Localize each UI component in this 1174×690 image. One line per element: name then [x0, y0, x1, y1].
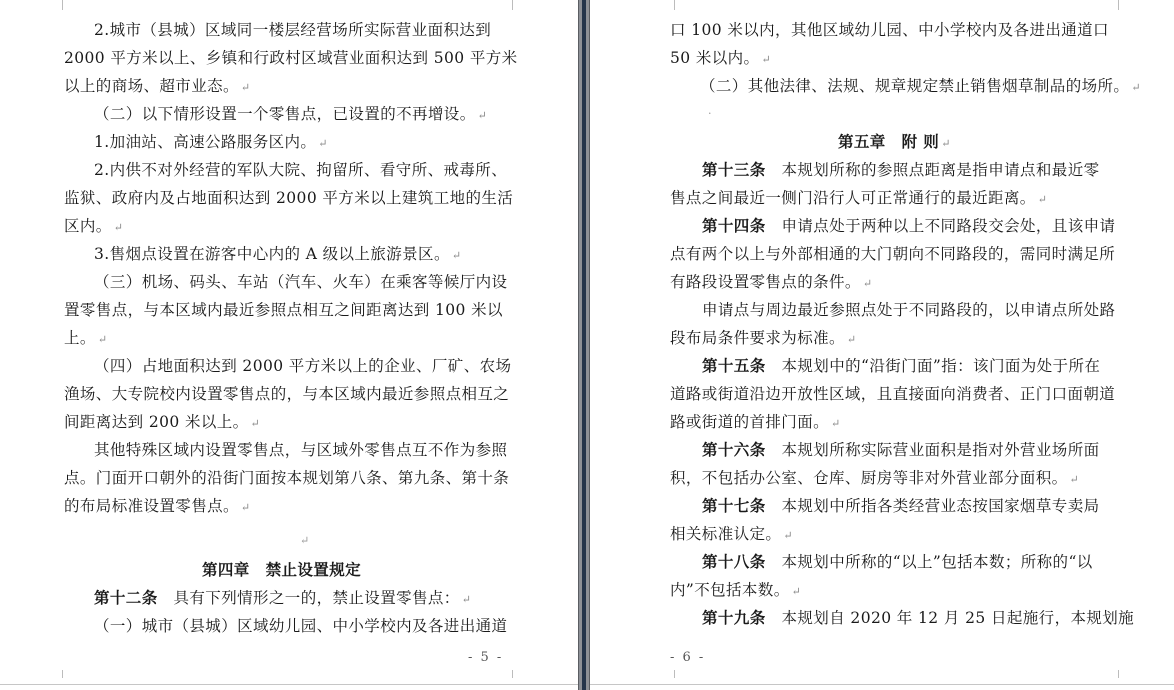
article-label: 第十六条: [702, 441, 766, 459]
body-line: [64, 16, 491, 44]
article-line: [670, 184, 1047, 212]
body-line-text: 本规划所称的参照点距离是指申请点和最近零: [765, 161, 1100, 179]
article-text: 具有下列情形之一的，禁止设置零售点：: [157, 589, 460, 607]
paragraph-mark: ↵: [761, 53, 772, 66]
article-line: [670, 548, 1093, 576]
article-line: [670, 520, 793, 548]
crop-mark-top-left: [656, 0, 675, 10]
body-line-text: 2.城市（县城）区域同一楼层经营场所实际营业面积达到: [94, 21, 492, 39]
body-line-text: 2000 平方米以上、乡镇和行政村区域营业面积达到 500 平方米: [64, 49, 518, 67]
crop-mark-bottom-right: [1118, 670, 1137, 678]
body-line-text: 间距离达到 200 米以上。: [64, 413, 249, 431]
body-line: [64, 212, 123, 240]
article-label: 第十三条: [702, 161, 766, 179]
chapter-heading-line: [64, 556, 361, 584]
body-line-text: 的布局标准设置零售点。: [64, 497, 239, 515]
body-line: [64, 612, 507, 640]
body-line-text: （二）其他法律、法规、规章规定禁止销售烟草制品的场所。: [700, 77, 1130, 95]
article-line: [670, 156, 1100, 184]
paragraph-mark: ↵: [941, 137, 951, 150]
paragraph-mark: ↵: [1069, 473, 1080, 486]
body-line-text: 积，不包括办公室、仓库、厨房等非对外营业部分面积。: [670, 469, 1068, 487]
article-line: [670, 380, 1115, 408]
paragraph-mark: ↵: [97, 333, 108, 346]
body-line: [64, 492, 251, 520]
body-line-text: 区内。: [64, 217, 112, 235]
crop-mark-top-right: [1118, 0, 1137, 10]
article-line: [670, 352, 1100, 380]
paragraph-mark: ↵: [113, 221, 124, 234]
body-line-text: 本规划中所指各类经营业态按国家烟草专卖局: [765, 497, 1100, 515]
body-line-text: 3.售烟点设置在游客中心内的 A 级以上旅游景区。: [94, 245, 450, 263]
body-line-text: （一）城市（县城）区域幼儿园、中小学校内及各进出通道: [94, 617, 508, 635]
body-line: [64, 184, 513, 212]
crop-mark-bottom-left: [656, 670, 675, 678]
body-line-text: 本规划中所称的“以上”包括本数；所称的“以: [765, 553, 1093, 571]
article-line: [670, 576, 801, 604]
article-label: 第十二条: [94, 589, 158, 607]
body-line-text: 50 米以内。: [670, 49, 760, 67]
body-line-text: （四）占地面积达到 2000 平方米以上的企业、厂矿、农场: [94, 357, 512, 375]
paragraph-mark: ↵: [451, 249, 462, 262]
body-line: [64, 156, 507, 184]
body-line-text: 本规划自 2020 年 12 月 25 日起施行，本规划施: [765, 609, 1135, 627]
crop-mark-bottom-right: [512, 670, 531, 678]
page-bottom-edge: [590, 684, 1174, 685]
body-line: [64, 464, 509, 492]
paragraph-mark: ↵: [1037, 193, 1048, 206]
article-label: 第十八条: [702, 553, 766, 571]
body-line-text: 上。: [64, 329, 96, 347]
article-label: 第十七条: [702, 497, 766, 515]
body-line-text: 路或街道的首排门面。: [670, 413, 830, 431]
body-line: [64, 324, 107, 352]
body-line-text: 段布局条件要求为标准。: [670, 329, 845, 347]
crop-mark-top-right: [512, 0, 531, 10]
article-line: [670, 296, 1115, 324]
paragraph-mark: ↵: [846, 333, 857, 346]
paragraph-mark: ↵: [1131, 81, 1141, 94]
body-line-text: 本规划中的“沿街门面”指：该门面为处于所在: [765, 357, 1101, 375]
paragraph-mark: ↵: [862, 277, 873, 290]
body-line-text: 内”不包括本数。: [670, 581, 790, 599]
article-line: [670, 324, 857, 352]
page-number-5: - 5 -: [468, 650, 504, 665]
body-line: [64, 380, 509, 408]
body-line-text: 申请点处于两种以上不同路段交会处，且该申请: [765, 217, 1116, 235]
body-line-text: 监狱、政府内及占地面积达到 2000 平方米以上建筑工地的生活: [64, 189, 514, 207]
paragraph-mark: ↵: [240, 81, 251, 94]
article-line: [670, 604, 1134, 632]
body-line-text: 置零售点，与本区域内最近参照点相互之间距离达到 100 米以: [64, 301, 503, 319]
article-line: [64, 584, 471, 612]
body-line-text: 售点之间最近一侧门沿行人可正常通行的最近距离。: [670, 189, 1036, 207]
article-line: [670, 268, 872, 296]
page-gap-divider: [578, 0, 590, 690]
body-line: [64, 296, 503, 324]
body-line-text: 本规划所称实际营业面积是指对外营业场所面: [765, 441, 1100, 459]
body-line-text: 点。门面开口朝外的沿街门面按本规划第八条、第九条、第十条: [64, 469, 510, 487]
article-label: 第十九条: [702, 609, 766, 627]
article-line: [670, 464, 1079, 492]
body-line: [64, 352, 511, 380]
body-line: [670, 44, 771, 72]
body-line-text: 渔场、大专院校内设置零售点的，与本区域内最近参照点相互之: [64, 385, 510, 403]
chapter-heading: 第五章 附 则: [838, 133, 940, 151]
paragraph-mark: ↵: [791, 585, 802, 598]
body-line: [64, 100, 487, 128]
blank-paragraph-mark: ↵: [300, 534, 310, 547]
body-line: [64, 268, 507, 296]
paragraph-mark: ↵: [477, 109, 488, 122]
body-line-text: 相关标准认定。: [670, 525, 782, 543]
body-line: [64, 44, 518, 72]
body-line-text: （二）以下情形设置一个零售点，已设置的不再增设。: [94, 105, 476, 123]
article-line: [670, 240, 1115, 268]
paragraph-mark: ↵: [250, 417, 261, 430]
body-line: [670, 72, 1141, 100]
page-bottom-edge: [0, 684, 578, 685]
article-label: 第十四条: [702, 217, 766, 235]
body-line-text: 2.内供不对外经营的军队大院、拘留所、看守所、戒毒所、: [94, 161, 508, 179]
paragraph-mark: ↵: [318, 137, 328, 150]
body-line: [64, 128, 328, 156]
paragraph-mark: ↵: [461, 593, 472, 606]
body-line: [64, 408, 260, 436]
body-line-text: 点有两个以上与外部相通的大门朝向不同路段的，需同时满足所: [670, 245, 1116, 263]
article-line: [670, 436, 1100, 464]
crop-mark-bottom-left: [44, 670, 63, 678]
paragraph-mark: ↵: [831, 417, 841, 430]
article-line: [670, 212, 1115, 240]
chapter-heading: 第四章 禁止设置规定: [202, 561, 362, 579]
body-line-text: 以上的商场、超市业态。: [64, 77, 239, 95]
body-line-text: 有路段设置零售点的条件。: [670, 273, 861, 291]
body-line: [670, 16, 1109, 44]
document-page-6: [590, 0, 1174, 690]
paragraph-mark: ↵: [240, 501, 251, 514]
document-page-5: [0, 0, 578, 690]
article-label: 第十五条: [702, 357, 766, 375]
body-line: [64, 436, 507, 464]
body-line-text: 道路或街道沿边开放性区域，且直接面向消费者、正门口面朝道: [670, 385, 1116, 403]
article-line: [670, 408, 841, 436]
body-line: [64, 72, 251, 100]
body-line-text: 申请点与周边最近参照点处于不同路段的，以申请点所处路: [702, 301, 1116, 319]
paragraph-mark: ↵: [783, 529, 793, 542]
article-line: [670, 492, 1100, 520]
body-line-text: 其他特殊区域内设置零售点，与区域外零售点互不作为参照: [94, 441, 508, 459]
body-line-text: （三）机场、码头、车站（汽车、火车）在乘客等候厅内设: [94, 273, 508, 291]
crop-mark-top-left: [44, 0, 63, 10]
body-line-text: 口 100 米以内，其他区域幼儿园、中小学校内及各进出通道口: [670, 21, 1109, 39]
body-line-text: 1.加油站、高速公路服务区内。: [94, 133, 317, 151]
page-number-6: - 6 -: [670, 650, 706, 665]
body-line: [64, 240, 461, 268]
blank-paragraph-mark: .: [708, 104, 712, 117]
chapter-heading-line: [670, 128, 951, 156]
